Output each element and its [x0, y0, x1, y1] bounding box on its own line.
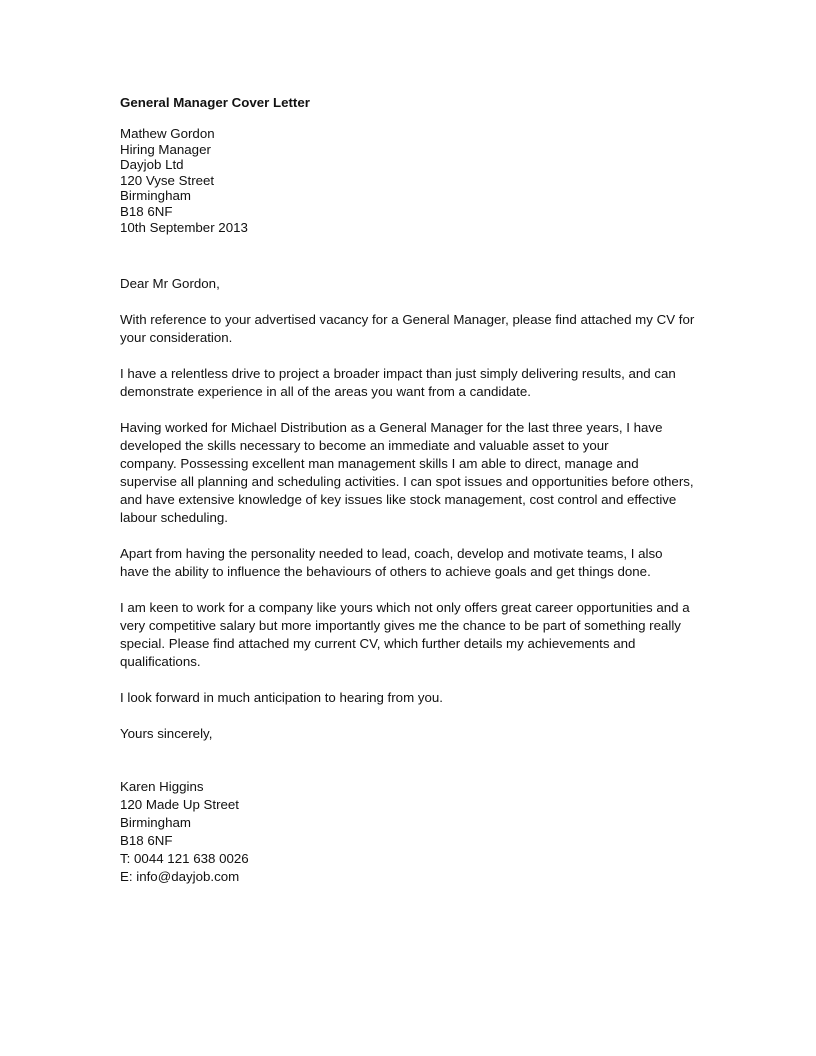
- paragraph-line: very competitive salary but more importantly gives me the chance to be part of something really: [120, 618, 681, 634]
- paragraph-line: and have extensive knowledge of key issues like stock management, cost control and effective: [120, 492, 677, 508]
- recipient-street: 120 Vyse Street: [120, 172, 215, 188]
- recipient-address: [120, 126, 700, 220]
- paragraph-line: your consideration.: [120, 330, 233, 346]
- recipient-name: Mathew Gordon: [120, 126, 215, 141]
- paragraph: [120, 311, 700, 347]
- letter-date: 10th September 2013: [120, 219, 248, 235]
- salutation: Dear Mr Gordon,: [120, 276, 220, 292]
- paragraph-line: demonstrate experience in all of the areas you want from a candidate.: [120, 384, 531, 400]
- recipient-company: Dayjob Ltd: [120, 157, 184, 173]
- paragraph-line: I look forward in much anticipation to hearing from you.: [120, 690, 443, 706]
- closing: Yours sincerely,: [120, 726, 213, 742]
- document-title: General Manager Cover Letter: [120, 95, 310, 110]
- paragraph: [120, 689, 700, 707]
- recipient-title: Hiring Manager: [120, 141, 211, 157]
- paragraph-line: labour scheduling.: [120, 510, 228, 526]
- sender-phone: T: 0044 121 638 0026: [120, 851, 249, 867]
- recipient-city: Birmingham: [120, 188, 191, 204]
- paragraph: [120, 419, 700, 527]
- paragraph-line: Apart from having the personality needed to lead, coach, develop and motivate teams, I also: [120, 546, 663, 562]
- paragraph-line: I have a relentless drive to project a broader impact than just simply delivering results, and can: [120, 366, 676, 382]
- sender-name: Karen Higgins: [120, 779, 204, 795]
- sender-street: 120 Made Up Street: [120, 797, 240, 813]
- paragraph-line: special. Please find attached my current CV, which further details my achievements and: [120, 636, 636, 652]
- paragraph-line: I am keen to work for a company like yours which not only offers great career opportunities and a: [120, 600, 690, 616]
- paragraph-line: have the ability to influence the behaviours of others to achieve goals and get things done.: [120, 564, 651, 580]
- paragraph-line: developed the skills necessary to become an immediate and valuable asset to your: [120, 438, 609, 454]
- sender-city: Birmingham: [120, 815, 191, 831]
- paragraph-line: supervise all planning and scheduling activities. I can spot issues and opportunities before others,: [120, 474, 694, 490]
- paragraph: [120, 365, 700, 401]
- paragraph-line: With reference to your advertised vacancy for a General Manager, please find attached my CV for: [120, 312, 695, 328]
- sender-postcode: B18 6NF: [120, 833, 173, 849]
- signature-block: [120, 778, 700, 886]
- paragraph: [120, 599, 700, 671]
- paragraph-line: qualifications.: [120, 654, 201, 670]
- paragraph-line: company. Possessing excellent man management skills I am able to direct, manage and: [120, 456, 639, 472]
- paragraph-line: Having worked for Michael Distribution as a General Manager for the last three years, I have: [120, 420, 663, 436]
- paragraph: [120, 545, 700, 581]
- letter-page: [120, 92, 700, 886]
- sender-email: E: info@dayjob.com: [120, 869, 240, 885]
- recipient-postcode: B18 6NF: [120, 203, 173, 219]
